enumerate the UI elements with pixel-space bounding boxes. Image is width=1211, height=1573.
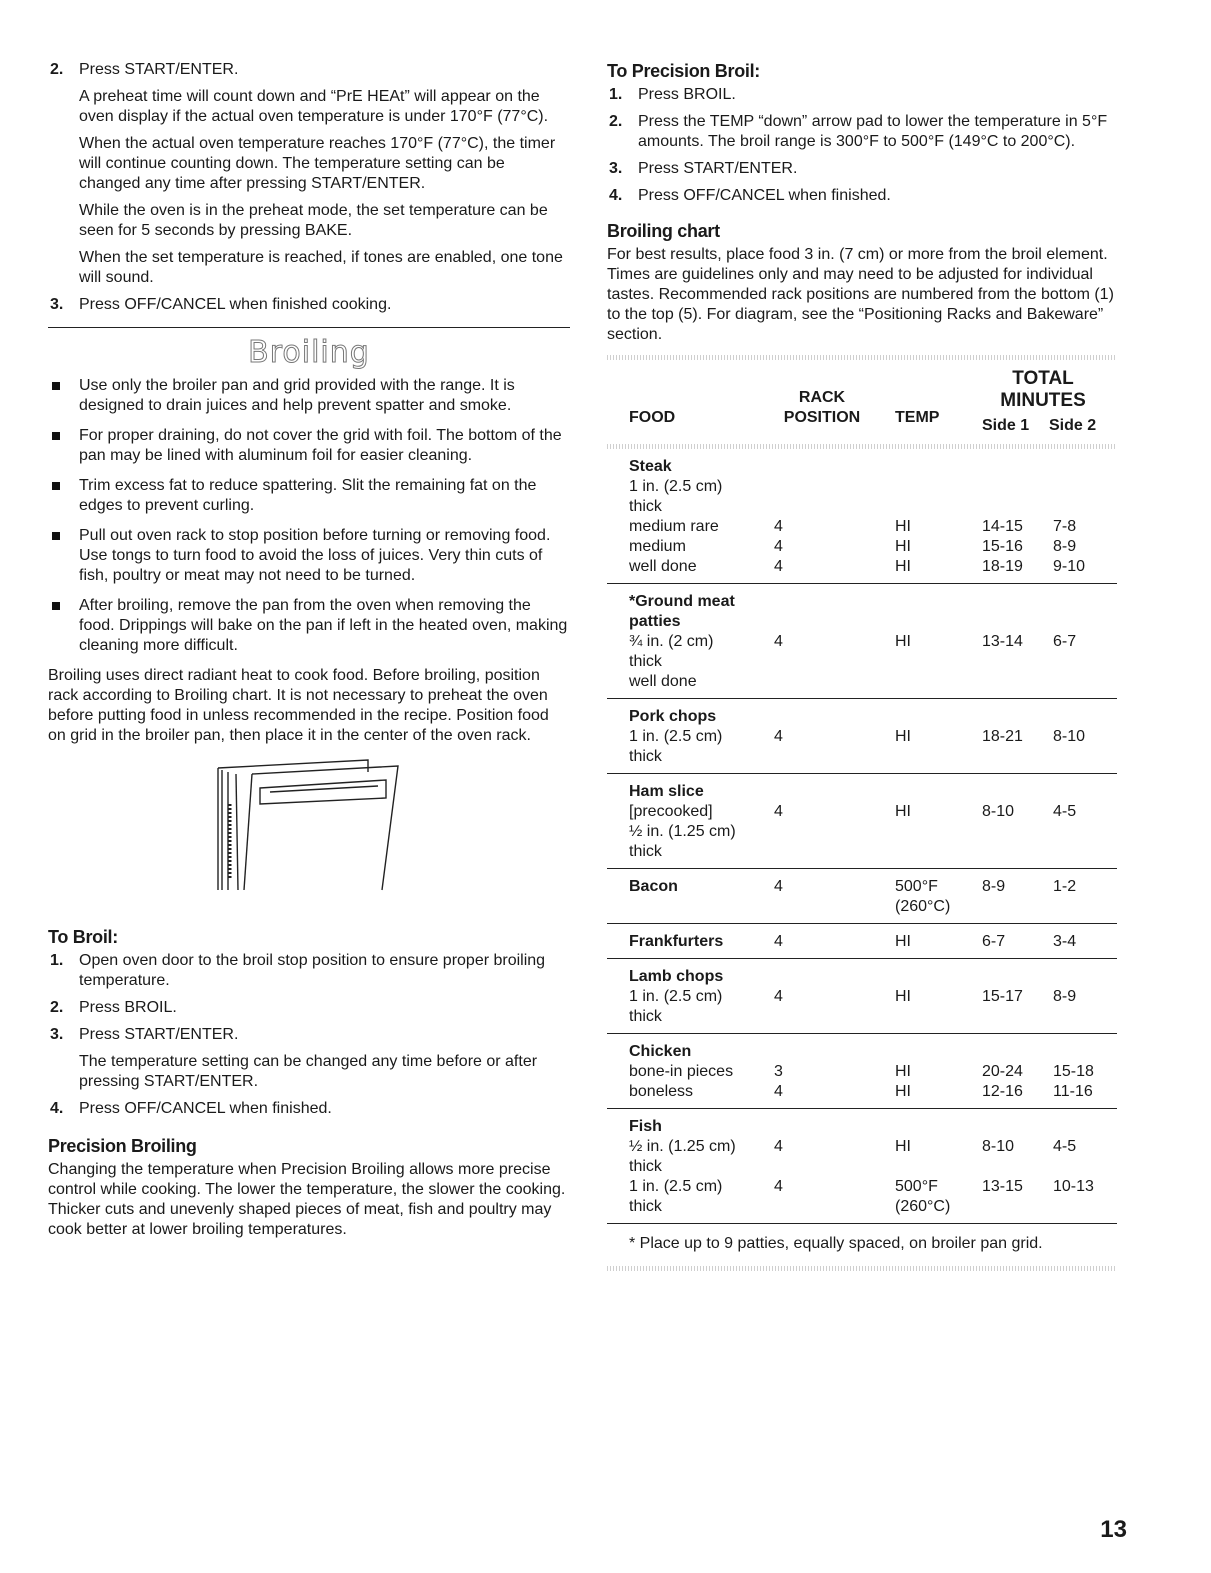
step-text: Press OFF/CANCEL when finished. xyxy=(638,187,891,204)
rack-position: 4 xyxy=(774,878,783,895)
temp-value: HI xyxy=(895,728,911,745)
food-name: Fish xyxy=(629,1118,662,1135)
food-detail: well done xyxy=(629,673,697,690)
chart-line xyxy=(607,877,1117,897)
chart-line xyxy=(607,477,1117,497)
food-detail: medium xyxy=(629,538,686,555)
chart-line xyxy=(607,632,1117,652)
step-item xyxy=(48,1099,570,1119)
header-position: POSITION xyxy=(783,409,861,426)
broiling-chart-intro: For best results, place food 3 in. (7 cm) or more from the broil element. Times are guidelines only and may need to be adjusted for individual tastes. Recommended rack positions are numbered from the bottom (1) to the top (5). For diagram, see the “Positioning Racks and Bakeware” section. xyxy=(607,246,1114,343)
food-name: Ham slice xyxy=(629,783,704,800)
food-detail: medium rare xyxy=(629,518,719,535)
food-detail: [precooked] xyxy=(629,803,713,820)
side1-minutes: 15-16 xyxy=(982,538,1023,555)
chart-line xyxy=(607,802,1117,822)
rack-position: 4 xyxy=(774,1178,783,1195)
temp-value: (260°C) xyxy=(895,1198,951,1215)
chart-line xyxy=(607,1177,1117,1197)
right-column xyxy=(607,60,1125,1271)
chart-line xyxy=(607,537,1117,557)
food-detail: bone-in pieces xyxy=(629,1063,734,1080)
step-text: The temperature setting can be changed any time before or after pressing START/ENTER. xyxy=(79,1053,538,1090)
broiling-chart xyxy=(607,355,1117,1271)
side1-minutes: 6-7 xyxy=(982,933,1006,950)
rack-position: 4 xyxy=(774,558,783,575)
chart-row xyxy=(607,584,1117,699)
side2-minutes: 4-5 xyxy=(1053,1138,1077,1155)
chart-line xyxy=(607,517,1117,537)
food-detail: Frankfurters xyxy=(629,933,724,950)
side1-minutes: 8-9 xyxy=(982,878,1006,895)
oven-door-broil-stop-icon xyxy=(208,758,408,892)
food-detail: thick xyxy=(629,1198,662,1215)
precision-broiling-heading: Precision Broiling xyxy=(48,1136,197,1156)
broiling-tips xyxy=(48,376,570,656)
chart-row xyxy=(607,449,1117,584)
chart-line xyxy=(607,612,1117,632)
step-number: 4. xyxy=(609,187,623,204)
rack-position: 4 xyxy=(774,1138,783,1155)
chart-row xyxy=(607,959,1117,1034)
food-detail: ¾ in. (2 cm) xyxy=(629,633,714,650)
rack-position: 4 xyxy=(774,728,783,745)
chart-line xyxy=(607,747,1117,767)
side1-minutes: 18-21 xyxy=(982,728,1023,745)
side1-minutes: 13-14 xyxy=(982,633,1023,650)
side2-minutes: 8-9 xyxy=(1053,538,1077,555)
step-item xyxy=(48,951,570,991)
rack-position: 3 xyxy=(774,1063,783,1080)
temp-value: HI xyxy=(895,933,911,950)
side2-minutes: 8-10 xyxy=(1053,728,1086,745)
oven-door-illustration xyxy=(48,758,570,914)
temp-value: HI xyxy=(895,803,911,820)
side2-minutes: 1-2 xyxy=(1053,878,1077,895)
to-precision-broil-heading: To Precision Broil: xyxy=(607,61,760,81)
bullet-text: Use only the broiler pan and grid provided with the range. It is designed to drain juices and help prevent spatter and smoke. xyxy=(79,377,515,414)
step-number: 3. xyxy=(50,1026,64,1043)
food-detail: 1 in. (2.5 cm) xyxy=(629,988,723,1005)
food-detail: thick xyxy=(629,748,662,765)
rack-position: 4 xyxy=(774,1083,783,1100)
step-text: Press START/ENTER. xyxy=(79,1026,239,1043)
temp-value: 500°F xyxy=(895,878,938,895)
bullet-square-icon xyxy=(52,602,60,610)
chart-line xyxy=(607,1197,1117,1217)
rack-position: 4 xyxy=(774,803,783,820)
side1-minutes: 14-15 xyxy=(982,518,1023,535)
chart-row xyxy=(607,924,1117,959)
chart-line xyxy=(607,1157,1117,1177)
chart-footnote: * Place up to 9 patties, equally spaced, on broiler pan grid. xyxy=(629,1235,1043,1252)
food-detail: thick xyxy=(629,1158,662,1175)
chart-line xyxy=(607,932,1117,952)
bullet-item xyxy=(48,376,570,416)
side2-minutes: 9-10 xyxy=(1053,558,1086,575)
chart-line xyxy=(607,822,1117,842)
step-text: Press the TEMP “down” arrow pad to lower the temperature in 5°F amounts. The broil range is 300°F to 500°F (149°C to 200°C). xyxy=(638,113,1108,150)
chart-line xyxy=(607,497,1117,517)
header-food: FOOD xyxy=(629,409,676,426)
chart-bottom-rule xyxy=(607,1266,1117,1271)
step-text: Press START/ENTER. xyxy=(638,160,798,177)
bullet-square-icon xyxy=(52,382,60,390)
chart-line xyxy=(607,1007,1117,1027)
food-detail: 1 in. (2.5 cm) xyxy=(629,1178,723,1195)
temp-value: HI xyxy=(895,538,911,555)
temp-value: HI xyxy=(895,1083,911,1100)
food-detail: patties xyxy=(629,613,681,630)
food-detail: boneless xyxy=(629,1083,694,1100)
step-text: While the oven is in the preheat mode, the set temperature can be seen for 5 seconds by pressing BAKE. xyxy=(79,202,548,239)
step-item xyxy=(48,998,570,1018)
temp-value: 500°F xyxy=(895,1178,938,1195)
broiling-intro: Broiling uses direct radiant heat to cook food. Before broiling, position rack according to Broiling chart. It is not necessary to preheat the oven before putting food in unless recommended in the recipe. Position food on grid in the broiler pan, then place it in the center of the oven rack. xyxy=(48,667,549,744)
side1-minutes: 15-17 xyxy=(982,988,1023,1005)
step-number: 2. xyxy=(50,61,64,78)
step-item xyxy=(48,1025,570,1092)
chart-line xyxy=(607,652,1117,672)
to-broil-steps xyxy=(48,951,570,1119)
food-name: Steak xyxy=(629,458,672,475)
food-detail: 1 in. (2.5 cm) xyxy=(629,478,723,495)
step-text: When the set temperature is reached, if tones are enabled, one tone will sound. xyxy=(79,249,563,286)
step-text: A preheat time will count down and “PrE HEAt” will appear on the oven display if the actual oven temperature is under 170°F (77°C). xyxy=(79,88,549,125)
step-number: 4. xyxy=(50,1100,64,1117)
step-text: Open oven door to the broil stop position to ensure proper broiling temperature. xyxy=(79,952,546,989)
broiling-chart-heading: Broiling chart xyxy=(607,221,720,241)
step-item xyxy=(607,159,1125,179)
temp-value: HI xyxy=(895,558,911,575)
step-number: 1. xyxy=(609,86,623,103)
step-text: Press OFF/CANCEL when finished cooking. xyxy=(79,296,392,313)
to-broil-heading: To Broil: xyxy=(48,927,118,947)
chart-line xyxy=(607,987,1117,1007)
food-detail: well done xyxy=(629,558,697,575)
food-name: Pork chops xyxy=(629,708,717,725)
chart-line xyxy=(607,557,1117,577)
food-detail: thick xyxy=(629,498,662,515)
header-total: TOTAL xyxy=(1012,368,1074,389)
step-item xyxy=(607,186,1125,206)
step-text: When the actual oven temperature reaches 170°F (77°C), the timer will continue counting down. The temperature setting can be changed any time after pressing START/ENTER. xyxy=(79,135,556,192)
side2-minutes: 8-9 xyxy=(1053,988,1077,1005)
food-detail: thick xyxy=(629,1008,662,1025)
side2-minutes: 4-5 xyxy=(1053,803,1077,820)
left-column xyxy=(48,60,570,1250)
chart-body xyxy=(607,449,1117,1224)
side2-minutes: 15-18 xyxy=(1053,1063,1094,1080)
side1-minutes: 13-15 xyxy=(982,1178,1023,1195)
rack-position: 4 xyxy=(774,538,783,555)
step-text: Press OFF/CANCEL when finished. xyxy=(79,1100,332,1117)
chart-line xyxy=(607,1137,1117,1157)
temp-value: HI xyxy=(895,1063,911,1080)
chart-row xyxy=(607,1034,1117,1109)
bullet-item xyxy=(48,426,570,466)
step-number: 2. xyxy=(609,113,623,130)
header-side2: Side 2 xyxy=(1049,417,1097,434)
rack-position: 4 xyxy=(774,988,783,1005)
side1-minutes: 12-16 xyxy=(982,1083,1023,1100)
side1-minutes: 8-10 xyxy=(982,1138,1015,1155)
food-detail: Bacon xyxy=(629,878,678,895)
header-rack: RACK xyxy=(798,389,846,406)
step-item xyxy=(48,295,570,315)
step-text: Press START/ENTER. xyxy=(79,61,239,78)
chart-line xyxy=(607,842,1117,862)
section-title: Broiling xyxy=(248,335,370,370)
chart-line xyxy=(607,1062,1117,1082)
bullet-text: Trim excess fat to reduce spattering. Slit the remaining fat on the edges to prevent curling. xyxy=(79,477,537,514)
chart-row xyxy=(607,869,1117,924)
temp-value: HI xyxy=(895,1138,911,1155)
food-detail: thick xyxy=(629,653,662,670)
step-number: 3. xyxy=(50,296,64,313)
step-item xyxy=(48,60,570,288)
temp-value: HI xyxy=(895,988,911,1005)
temp-value: HI xyxy=(895,633,911,650)
chart-line xyxy=(607,672,1117,692)
header-minutes: MINUTES xyxy=(1000,390,1086,411)
chart-row xyxy=(607,699,1117,774)
temp-value: (260°C) xyxy=(895,898,951,915)
food-detail: 1 in. (2.5 cm) xyxy=(629,728,723,745)
food-name: Lamb chops xyxy=(629,968,724,985)
chart-line xyxy=(607,1082,1117,1102)
side2-minutes: 7-8 xyxy=(1053,518,1077,535)
food-detail: ½ in. (1.25 cm) xyxy=(629,1138,736,1155)
header-temp: TEMP xyxy=(895,409,940,426)
rack-position: 4 xyxy=(774,518,783,535)
bullet-text: For proper draining, do not cover the grid with foil. The bottom of the pan may be lined with aluminum foil for easier cleaning. xyxy=(79,427,562,464)
step-text: Press BROIL. xyxy=(638,86,736,103)
bullet-item xyxy=(48,476,570,516)
bullet-square-icon xyxy=(52,432,60,440)
step-number: 3. xyxy=(609,160,623,177)
rack-position: 4 xyxy=(774,633,783,650)
bullet-text: After broiling, remove the pan from the oven when removing the food. Drippings will bake on the pan if left in the heated oven, making cleaning more difficult. xyxy=(79,597,568,654)
precision-broil-steps xyxy=(607,85,1125,206)
step-item xyxy=(607,85,1125,105)
bullet-item xyxy=(48,526,570,586)
side2-minutes: 11-16 xyxy=(1053,1083,1093,1100)
section-divider xyxy=(48,327,570,328)
temp-value: HI xyxy=(895,518,911,535)
step-item xyxy=(607,112,1125,152)
side2-minutes: 3-4 xyxy=(1053,933,1077,950)
chart-line xyxy=(607,897,1117,917)
chart-row xyxy=(607,774,1117,869)
step-text: Press BROIL. xyxy=(79,999,177,1016)
side1-minutes: 8-10 xyxy=(982,803,1015,820)
chart-row xyxy=(607,1109,1117,1224)
side1-minutes: 20-24 xyxy=(982,1063,1023,1080)
side2-minutes: 6-7 xyxy=(1053,633,1077,650)
precision-broiling-text: Changing the temperature when Precision Broiling allows more precise control while cooking. The lower the temperature, the slower the cooking. Thicker cuts and unevenly shaped pieces of meat, fish and poultry may cook better at lower broiling temperatures. xyxy=(48,1161,566,1238)
rack-position: 4 xyxy=(774,933,783,950)
food-detail: thick xyxy=(629,843,662,860)
bullet-square-icon xyxy=(52,482,60,490)
bullet-item xyxy=(48,596,570,656)
header-side1: Side 1 xyxy=(982,417,1030,434)
bullet-text: Pull out oven rack to stop position before turning or removing food. Use tongs to turn food to avoid the loss of juices. Very thin cuts of fish, poultry or meat may not need to be turned. xyxy=(79,527,551,584)
step-number: 1. xyxy=(50,952,64,969)
food-detail: ½ in. (1.25 cm) xyxy=(629,823,736,840)
food-name: Chicken xyxy=(629,1043,692,1060)
page-number: 13 xyxy=(1100,1516,1127,1543)
food-name: *Ground meat xyxy=(629,593,735,610)
preheat-steps xyxy=(48,60,570,315)
step-number: 2. xyxy=(50,999,64,1016)
chart-line xyxy=(607,727,1117,747)
side1-minutes: 18-19 xyxy=(982,558,1023,575)
side2-minutes: 10-13 xyxy=(1053,1178,1094,1195)
chart-header xyxy=(607,360,1117,444)
bullet-square-icon xyxy=(52,532,60,540)
